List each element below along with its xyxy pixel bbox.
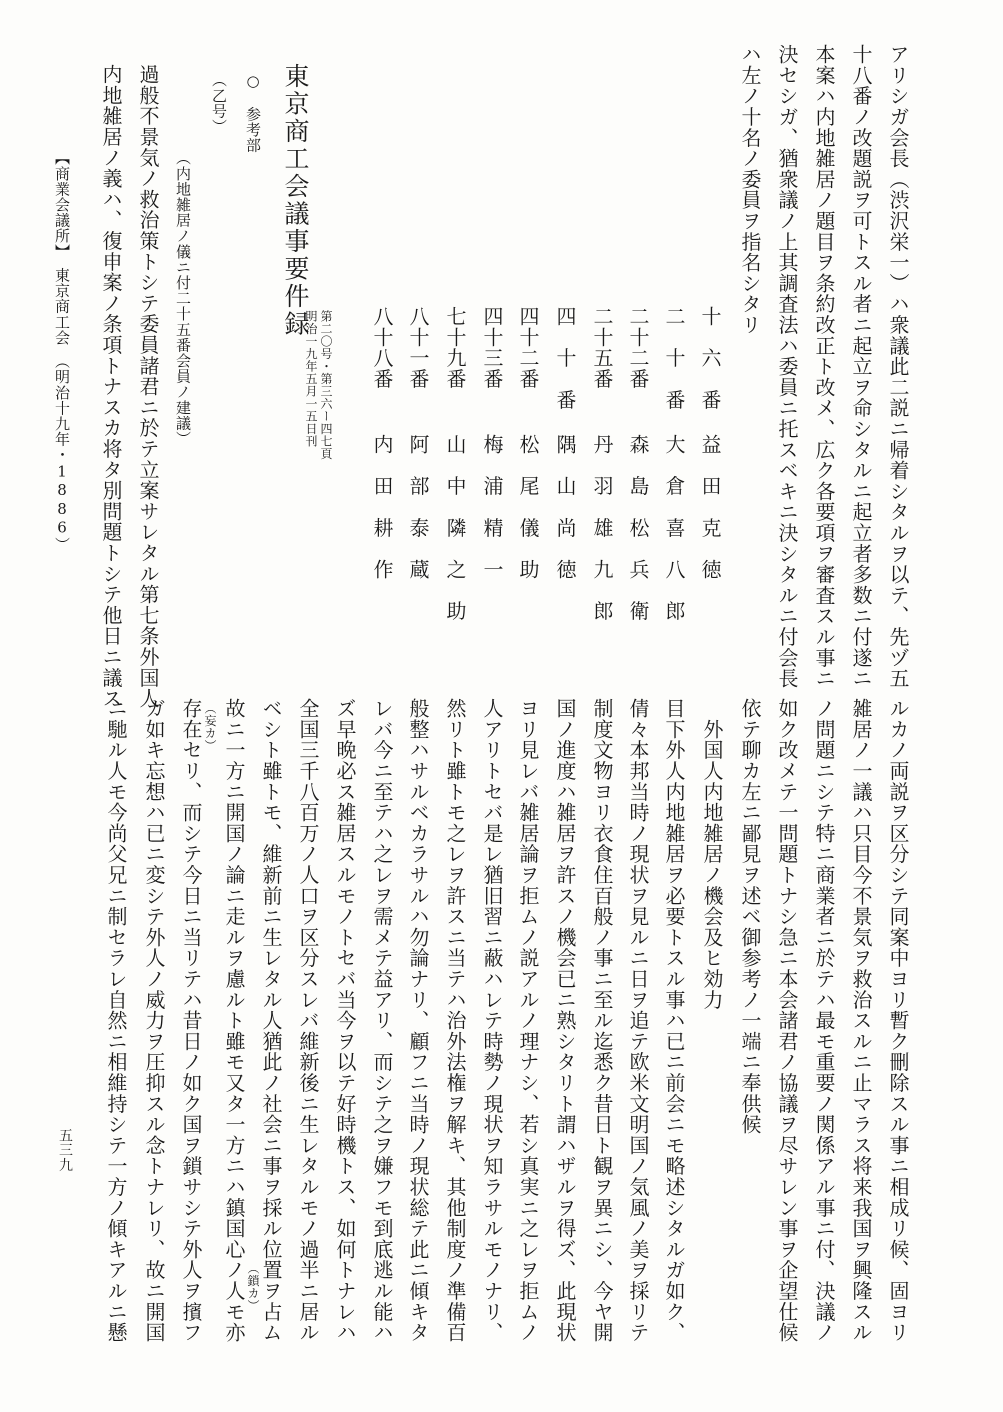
text-line: 存在セリ、而シテ今日ニ当リテハ昔日ノ如ク国ヲ鎖サシテ外人ヲ擯フ <box>179 698 203 1343</box>
issue-info-line: 明治一九年五月一五日刊 <box>304 310 318 448</box>
page-number: 五三九 <box>57 1128 73 1173</box>
gloss-annotation: （妄カ） <box>203 702 217 752</box>
text-line: ベシト雖トモ、維新前ニ生レタル人猶此ノ社会ニ事ヲ採ル位置ヲ占ム <box>259 698 283 1343</box>
member-number: 八十八番 <box>370 306 394 390</box>
text-line: ハ左ノ十名ノ委員ヲ指名シタリ <box>738 44 762 336</box>
member-name: 益 田 克 徳 <box>698 434 722 580</box>
text-line: 故ニ一方ニ開国ノ論ニ走ルヲ慮ルト雖モ又タ一方ニハ鎮国心ノ人モ亦 <box>222 698 246 1343</box>
member-number: 四 十 番 <box>553 306 577 410</box>
text-line: 本案ハ内地雑居ノ題目ヲ条約改正ト改メ、広ク各要項ヲ審査スル事ニ <box>812 44 836 689</box>
member-name: 山 中 隣 之 助 <box>443 434 467 622</box>
member-number: 四十三番 <box>480 306 504 390</box>
text-line: ノ問題ニシテ特ニ商業者ニ於テハ最モ重要ノ関係アル事ニ付、決議ノ <box>812 698 836 1343</box>
member-name: 松 尾 儀 助 <box>516 434 540 580</box>
member-number: 十 六 番 <box>698 306 722 410</box>
document-title: 東京商工会議事要件録 <box>281 63 310 338</box>
member-name: 大 倉 喜 八 郎 <box>662 434 686 622</box>
text-line: 如ク改メテ一問題トナシ急ニ本会諸君ノ協議ヲ尽サレン事ヲ企望仕候 <box>775 698 799 1343</box>
member-number: 二十五番 <box>590 306 614 390</box>
member-name: 内 田 耕 作 <box>370 434 394 580</box>
text-line: 十八番ノ改題説ヲ可トスル者ニ起立ヲ命シタルニ起立者多数ニ付遂ニ <box>849 44 873 689</box>
text-line: 依テ聊カ左ニ鄙見ヲ述ベ御参考ノ一端ニ奉供候 <box>738 698 762 1135</box>
text-line: ニ馳ル人モ今尚父兄ニ制セラレ自然ニ相維持シテ一方ノ傾キアルニ懸 <box>104 698 128 1343</box>
text-line: ルカノ両説ヲ区分シテ同案中ヨリ暫ク刪除スル事ニ相成リ候、固ヨリ <box>886 698 910 1343</box>
text-line: 国ノ進度ハ雑居ヲ許スノ機会已ニ熟シタリト謂ハザルヲ得ズ、此現状 <box>553 698 577 1343</box>
text-line: 目下外人内地雑居ヲ必要トスル事ハ已ニ前会ニモ略述シタルガ如ク、 <box>662 698 686 1343</box>
text-line: レバ今ニ至テハ之レヲ需メテ益アリ、而シテ之ヲ嫌フモ到底逃ル能ハ <box>370 698 394 1343</box>
text-line: 然リト雖トモ之レヲ許スニ当テハ治外法権ヲ解キ、其他制度ノ準備百 <box>443 698 467 1343</box>
text-line: 雑居ノ一議ハ只目今不景気ヲ救治スルニ止マラス将来我国ヲ興隆スル <box>849 698 873 1343</box>
member-number: 八十一番 <box>406 306 430 390</box>
member-name: 森 島 松 兵 衛 <box>626 434 650 622</box>
text-line: 決セシガ、猶衆議ノ上其調査法ハ委員ニ托スベキニ決シタルニ付会長 <box>775 44 799 689</box>
member-name: 隅 山 尚 徳 <box>553 434 577 580</box>
member-number: 二 十 番 <box>662 306 686 410</box>
issue-info-line: 第二〇号・第三六ー四七頁 <box>319 310 333 460</box>
member-name: 丹 羽 雄 九 郎 <box>590 434 614 622</box>
text-line: 人アリトセバ是レ猶旧習ニ蔽ハレテ時勢ノ現状ヲ知ラサルモノナリ、 <box>480 698 504 1343</box>
text-line: ヨリ見レバ雑居論ヲ拒ムノ説アルノ理ナシ、若シ真実ニ之レヲ拒ムノ <box>516 698 540 1343</box>
text-line: 全国三千八百万ノ人口ヲ区分スレバ維新後ニ生レタルモノ過半ニ居ル <box>296 698 320 1343</box>
gloss-annotation: （鎖カ） <box>246 1262 260 1312</box>
text-line: 般整ハサルベカラサルハ勿論ナリ、顧フニ当時ノ現状総テ此ニ傾キタ <box>406 698 430 1343</box>
member-name: 梅 浦 精 一 <box>480 434 504 580</box>
sub-heading: （乙号） <box>210 72 228 135</box>
text-line: ズ早晩必ス雑居スルモノトセバ当今ヲ以テ好時機トス、如何トナレハ <box>333 698 357 1343</box>
text-line: ガ如キ忘想ハ已ニ変シテ外人ノ威力ヲ圧抑スル念トナレリ、故ニ開国 <box>142 698 166 1343</box>
text-line: 倩々本邦当時ノ現状ヲ見ルニ日ヲ追テ欧米文明国ノ気風ノ美ヲ採リテ <box>626 698 650 1343</box>
source-citation: 【商業会議所】 東京商工会 （明治十九年・1886） <box>53 150 71 553</box>
member-number: 四十二番 <box>516 306 540 390</box>
text-line: 内地雑居ノ義ハ、復申案ノ条項トナスカ将タ別問題トシテ他日ニ議ス <box>99 64 123 709</box>
subsection-heading: 外国人内地雑居ノ機会及ヒ効力 <box>700 698 724 1010</box>
member-number: 七十九番 <box>443 306 467 390</box>
member-number: 二十二番 <box>626 306 650 390</box>
section-heading: ○ 参考部 <box>244 72 262 153</box>
member-name: 阿 部 泰 蔵 <box>406 434 430 580</box>
note-heading: （内地雑居ノ儀ニ付二十五番会員ノ建議） <box>174 150 192 447</box>
text-line: 過般不景気ノ救治策トシテ委員諸君ニ於テ立案サレタル第七条外国人 <box>136 64 160 709</box>
text-line: 制度文物ヨリ衣食住百般ノ事ニ至ル迄悉ク昔日ト観ヲ異ニシ、今ヤ開 <box>590 698 614 1343</box>
text-line: アリシガ会長（渋沢栄一）ハ衆議此二説ニ帰着シタルヲ以テ、先ヅ五 <box>886 44 910 689</box>
